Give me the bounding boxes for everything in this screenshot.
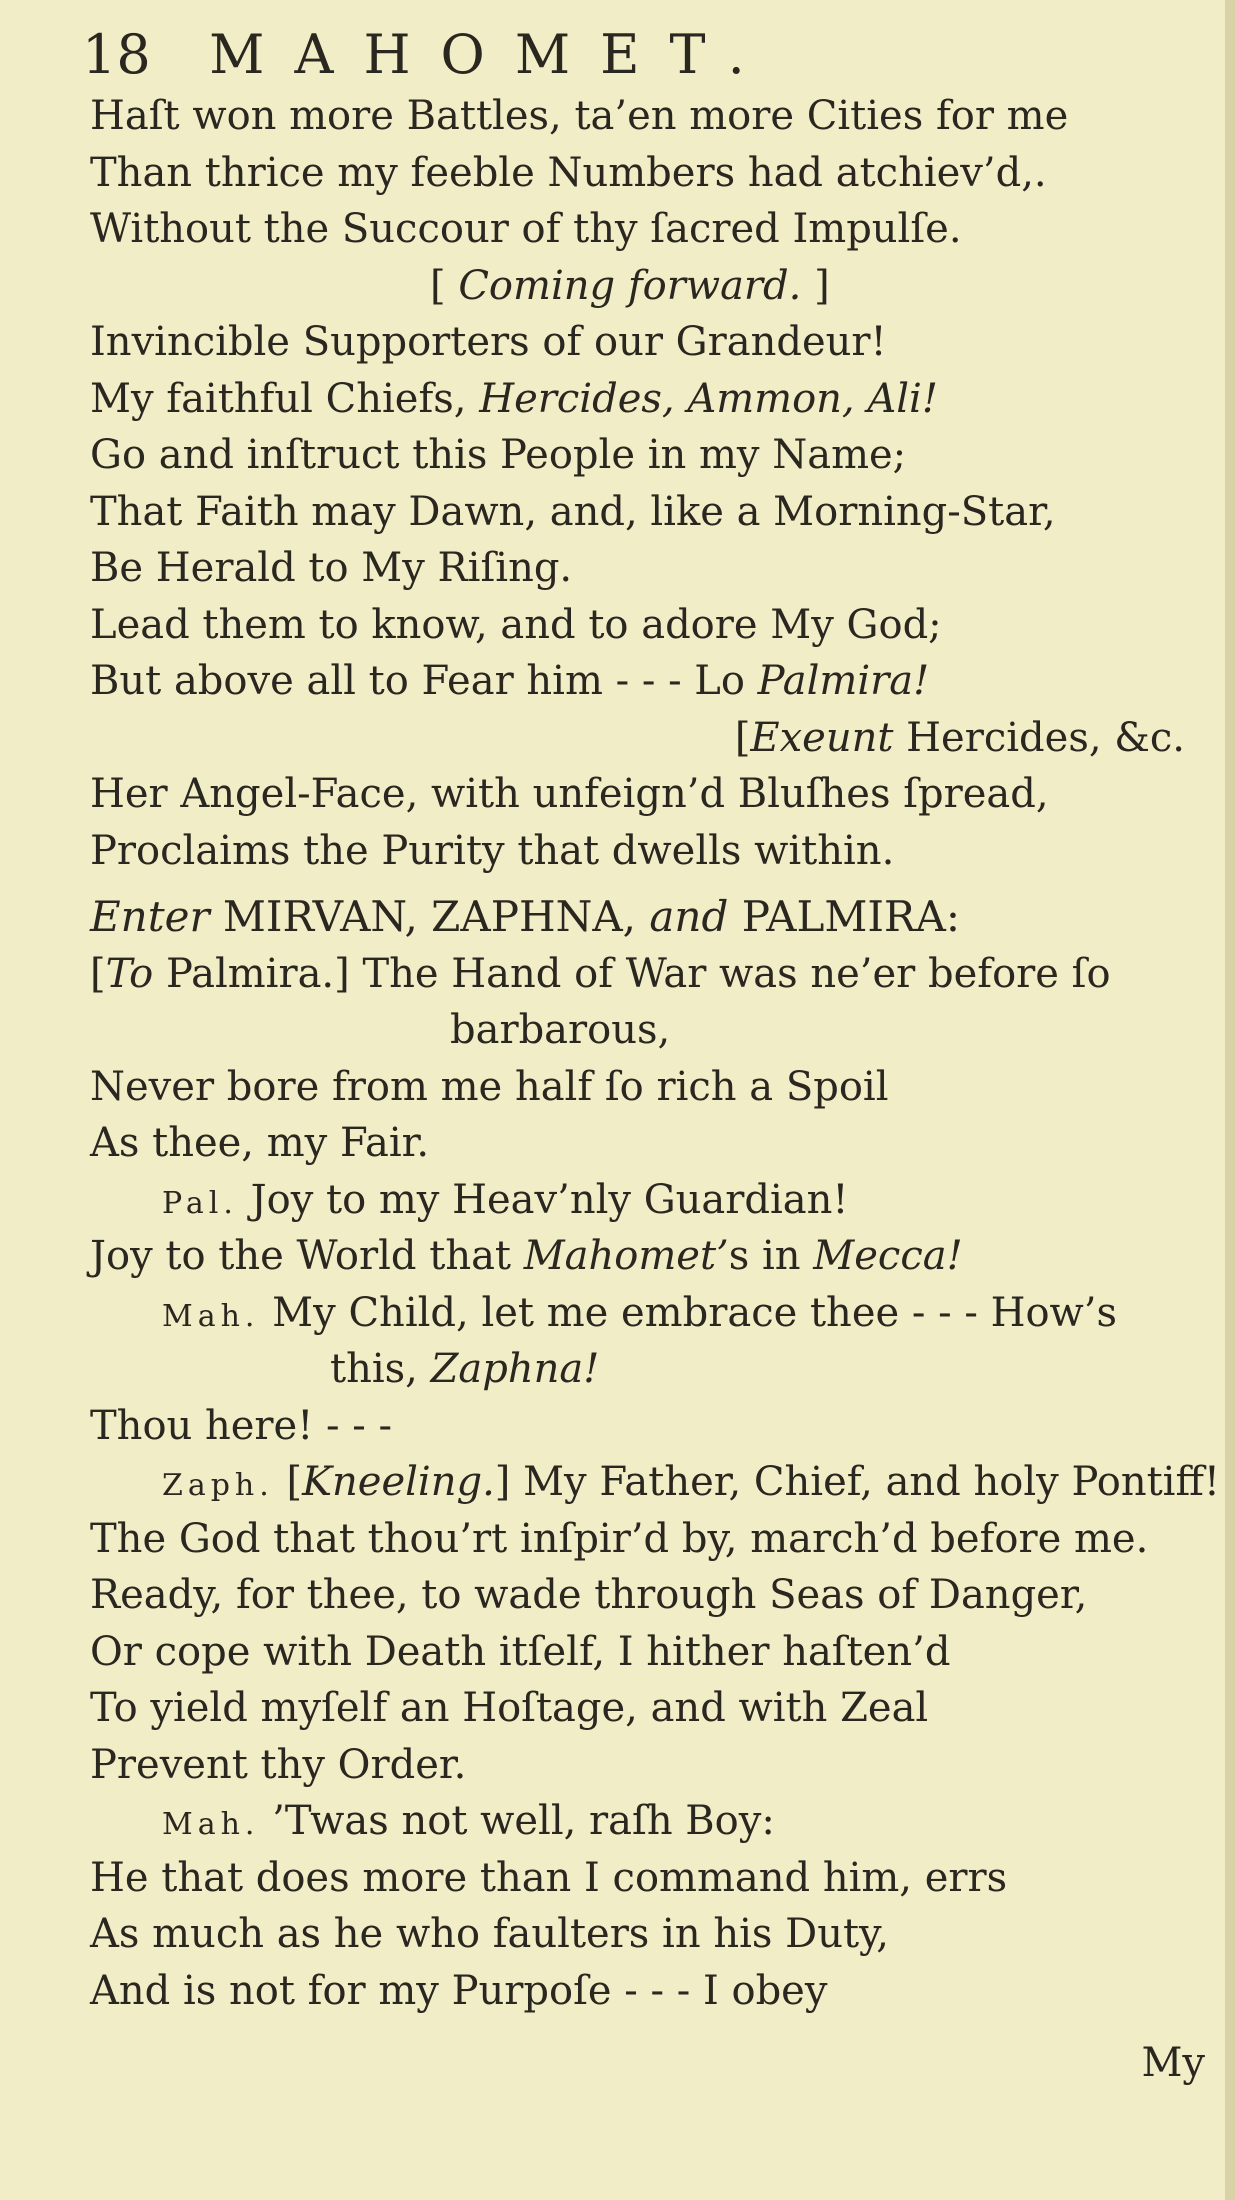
line-text: That Faith may Dawn, and, like a Morning-Star, bbox=[90, 488, 1056, 535]
line-text: But above all to Fear him - - - Lo bbox=[90, 658, 758, 704]
text-line bbox=[90, 1454, 1220, 1511]
line-text: [ bbox=[90, 950, 106, 997]
page-number: 18 bbox=[82, 23, 151, 86]
line-text: As much as he who faulters in his Duty, bbox=[90, 1911, 890, 1957]
text-line bbox=[90, 1793, 1215, 1850]
line-text: ] My Father, Chief, and holy Pontiff! bbox=[494, 1459, 1220, 1505]
text-line bbox=[90, 1115, 1215, 1172]
italic-text: Mecca! bbox=[813, 1233, 963, 1279]
italic-text: Enter bbox=[90, 892, 210, 941]
line-text: Prevent thy Order. bbox=[90, 1741, 467, 1788]
speaker-name: Mah. bbox=[162, 1298, 260, 1334]
line-text: Or cope with Death itſelf, I hither haſten’d bbox=[90, 1628, 951, 1675]
text-line bbox=[90, 1341, 1215, 1398]
text-line bbox=[90, 1850, 1215, 1907]
italic-text: and bbox=[649, 892, 729, 941]
line-text: this, bbox=[330, 1346, 431, 1392]
italic-text: Palmira! bbox=[757, 658, 930, 704]
line-text: The God that thou’rt inſpir’d by, march’d before me. bbox=[90, 1515, 1149, 1562]
line-text: ] bbox=[801, 262, 830, 309]
line-text: [ bbox=[430, 262, 459, 309]
line-text: Proclaims the Purity that dwells within. bbox=[90, 827, 895, 874]
line-text: Without the Succour of thy ſacred Impulſe. bbox=[90, 206, 962, 252]
italic-text: Zaphna! bbox=[430, 1346, 600, 1392]
line-text: Hercides, &c. bbox=[893, 714, 1185, 761]
text-line bbox=[90, 1285, 1215, 1342]
line-text: Ready, for thee, to wade through Seas of Danger, bbox=[90, 1572, 1088, 1618]
line-text: Be Herald to My Riſing. bbox=[90, 545, 573, 591]
text-line bbox=[90, 484, 1215, 541]
line-text: Haſt won more Battles, ta’en more Cities for me bbox=[90, 93, 1069, 139]
text-line bbox=[90, 597, 1215, 654]
italic-text: Hercides, Ammon, Ali! bbox=[479, 375, 938, 422]
running-header bbox=[82, 20, 775, 90]
italic-text: Mahomet’ bbox=[523, 1233, 729, 1279]
speaker-name: Mah. bbox=[162, 1807, 260, 1842]
line-text: He that does more than I command him, errs bbox=[90, 1854, 1008, 1901]
line-text: Joy to the World that bbox=[90, 1233, 524, 1279]
line-text: My Child, let me embrace thee - - - How’s bbox=[259, 1289, 1118, 1336]
line-text: As thee, my Fair. bbox=[90, 1120, 430, 1166]
line-text: Joy to my Heav’nly Guardian! bbox=[237, 1176, 849, 1223]
line-text: Palmira.] The Hand of War was ne’er before ſo bbox=[153, 950, 1111, 997]
text-line bbox=[90, 314, 1215, 371]
line-text: barbarous, bbox=[450, 1007, 671, 1053]
text-line bbox=[90, 1398, 1215, 1455]
verse-text bbox=[90, 88, 1220, 2019]
text-line bbox=[90, 258, 1215, 315]
line-text: [ bbox=[734, 714, 751, 761]
text-line bbox=[90, 889, 1215, 946]
text-line bbox=[90, 1737, 1215, 1794]
running-title: MAHOMET. bbox=[209, 23, 775, 86]
line-text: Lead them to know, and to adore My God; bbox=[90, 601, 942, 648]
line-text: Invincible Supporters of our Grandeur! bbox=[90, 319, 887, 365]
text-line bbox=[90, 1963, 1215, 2020]
text-line bbox=[90, 1567, 1215, 1624]
text-line bbox=[90, 710, 1215, 767]
text-line bbox=[90, 946, 1215, 1003]
line-text: My faithful Chiefs, bbox=[90, 375, 480, 422]
italic-text: Kneeling. bbox=[302, 1459, 495, 1505]
line-text: [ bbox=[273, 1459, 303, 1505]
text-line bbox=[90, 1906, 1215, 1963]
text-line bbox=[90, 540, 1215, 597]
text-line bbox=[90, 653, 1215, 710]
line-text: s in bbox=[728, 1233, 814, 1279]
line-text: MIRVAN, ZAPHNA, bbox=[209, 892, 650, 941]
text-line bbox=[90, 427, 1215, 484]
line-text: To yield myſelf an Hoſtage, and with Zeal bbox=[90, 1685, 929, 1731]
text-line bbox=[90, 1228, 1215, 1285]
line-text: PALMIRA: bbox=[728, 892, 961, 941]
line-text: Never bore from me half ſo rich a Spoil bbox=[90, 1063, 889, 1110]
page-edge bbox=[1225, 0, 1235, 2200]
text-line bbox=[90, 1511, 1215, 1568]
line-text: And is not for my Purpoſe - - - I obey bbox=[90, 1967, 828, 2014]
line-text: Than thrice my feeble Numbers had atchiev’d,. bbox=[90, 149, 1047, 196]
text-line bbox=[90, 371, 1215, 428]
line-text: ’Twas not well, raſh Boy: bbox=[259, 1798, 775, 1844]
speaker-name: Zaph. bbox=[162, 1468, 274, 1503]
line-text: Her Angel-Face, with unfeign’d Bluſhes ſpread, bbox=[90, 771, 1049, 817]
text-line bbox=[90, 1680, 1215, 1737]
text-line bbox=[90, 1002, 1215, 1059]
text-line bbox=[90, 1624, 1215, 1681]
speaker-name: Pal. bbox=[162, 1185, 238, 1221]
italic-text: Coming forward. bbox=[458, 262, 802, 309]
text-line bbox=[90, 1172, 1215, 1229]
text-line bbox=[90, 201, 1215, 258]
text-line bbox=[90, 145, 1215, 202]
italic-text: To bbox=[105, 950, 154, 997]
text-line bbox=[90, 1059, 1215, 1116]
text-line bbox=[90, 88, 1215, 145]
line-text: Go and inſtruct this People in my Name; bbox=[90, 432, 907, 478]
line-text: Thou here! - - - bbox=[90, 1402, 392, 1449]
text-line bbox=[90, 823, 1215, 880]
text-line bbox=[90, 766, 1215, 823]
catchword: My bbox=[1141, 2040, 1205, 2086]
italic-text: Exeunt bbox=[750, 714, 894, 761]
